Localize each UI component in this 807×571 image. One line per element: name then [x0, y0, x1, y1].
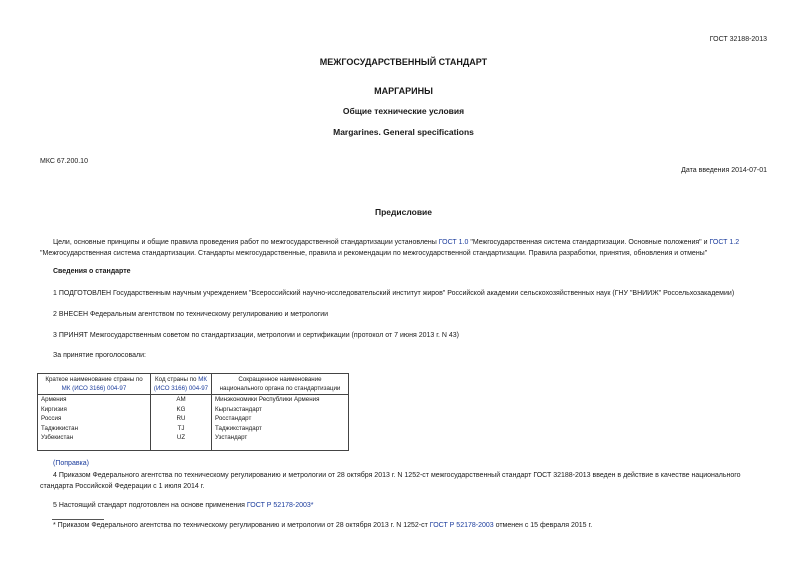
body-cell: Минэкономики Республики Армения: [212, 395, 349, 405]
standard-info-heading: Сведения о стандарте: [53, 268, 131, 275]
subtitle-ru: Общие технические условия: [342, 106, 465, 116]
foreword-heading: Предисловие: [374, 207, 433, 217]
mk-classifier-link[interactable]: МК (ИСО 3166) 004-97: [61, 385, 127, 392]
header-standards-body: Сокращенное наименование национального органа по стандартизации: [212, 374, 349, 395]
body-cell: Росстандарт: [212, 414, 349, 424]
item-5-basis: 5 Настоящий стандарт подготовлен на основе применения ГОСТ Р 52178-2003*: [53, 502, 314, 509]
code-cell: KG: [151, 405, 212, 415]
item-1-prepared: 1 ПОДГОТОВЛЕН Государственным научным учреждением "Всероссийский научно-исследовательский институт жиров" Российской академии сельскохозяйственных наук (ГНУ "ВНИИЖ" Россельхозакадемии): [53, 290, 735, 297]
country-cell: Киргизия: [38, 405, 151, 415]
body-cell: Узстандарт: [212, 433, 349, 450]
country-cell: Армения: [38, 395, 151, 405]
body-cell: Кыргызстандарт: [212, 405, 349, 415]
table-header-row: [38, 374, 349, 395]
footnote-gost-link[interactable]: ГОСТ Р 52178-2003: [429, 522, 494, 529]
voting-states-table: [37, 373, 349, 451]
body-cell: Таджикстандарт: [212, 424, 349, 434]
table-row: [38, 395, 349, 405]
gost-1-0-link[interactable]: ГОСТ 1.0: [438, 239, 469, 246]
document-id: ГОСТ 32188-2013: [709, 36, 767, 43]
correction-link[interactable]: (Поправка): [53, 460, 89, 467]
item-2-introduced: 2 ВНЕСЕН Федеральным агентством по техническому регулированию и метрологии: [53, 311, 329, 318]
paragraph-1-text-c: "Межгосударственная система стандартизации. Стандарты межгосударственные, правила и рекомендации по межгосударственной стандартизации. Правила разработки, принятия, обновления и отмены": [40, 250, 708, 257]
country-cell: Таджикистан: [38, 424, 151, 434]
table-row: [38, 424, 349, 434]
code-cell: UZ: [151, 433, 212, 450]
gost-r-52178-link[interactable]: ГОСТ Р 52178-2003*: [246, 502, 314, 509]
introduction-date: Дата введения 2014-07-01: [681, 167, 767, 174]
paragraph-1-text-b: "Межгосударственная система стандартизации. Основные положения" и: [468, 239, 710, 246]
code-cell: TJ: [151, 424, 212, 434]
iso-3166-link[interactable]: (ИСО 3166) 004-97: [153, 385, 209, 392]
footnote-divider: [52, 519, 104, 520]
country-cell: Узбекистан: [38, 433, 151, 450]
header-country-name: Краткое наименование страны по МК (ИСО 3166) 004-97: [38, 374, 151, 395]
standard-name-title: МАРГАРИНЫ: [374, 86, 433, 96]
standard-type-title: МЕЖГОСУДАРСТВЕННЫЙ СТАНДАРТ: [319, 57, 488, 67]
table-row: [38, 414, 349, 424]
code-cell: AM: [151, 395, 212, 405]
header-country-code: Код страны по МК (ИСО 3166) 004-97: [151, 374, 212, 395]
table-row: [38, 405, 349, 415]
paragraph-1-text-a: Цели, основные принципы и общие правила проведения работ по межгосударственной стандартизации установлены: [53, 239, 439, 246]
code-cell: RU: [151, 414, 212, 424]
mks-code: МКС 67.200.10: [40, 158, 88, 165]
foreword-paragraph-1: [40, 237, 770, 259]
gost-1-2-link[interactable]: ГОСТ 1.2: [709, 239, 740, 246]
item-3-adopted: 3 ПРИНЯТ Межгосударственным советом по стандартизации, метрологии и сертификации (протокол от 7 июня 2013 г. N 43): [53, 332, 459, 339]
table-row: [38, 433, 349, 450]
mk-link[interactable]: МК: [198, 376, 207, 383]
country-cell: Россия: [38, 414, 151, 424]
voted-label: За принятие проголосовали:: [53, 352, 146, 359]
footnote: * Приказом Федерального агентства по техническому регулированию и метрологии от 28 октября 2013 г. N 1252-ст ГОСТ Р 52178-2003 отменен с 15 февраля 2015 г.: [53, 522, 593, 529]
item-4-order: 4 Приказом Федерального агентства по техническому регулированию и метрологии от 28 октября 2013 г. N 1252-ст межгосударственный стандарт ГОСТ 32188-2013 введен в действие в качестве национального стандарта Российской Федерации с 1 июля 2014 г.: [40, 472, 741, 490]
subtitle-en: Margarines. General specifications: [333, 127, 474, 137]
